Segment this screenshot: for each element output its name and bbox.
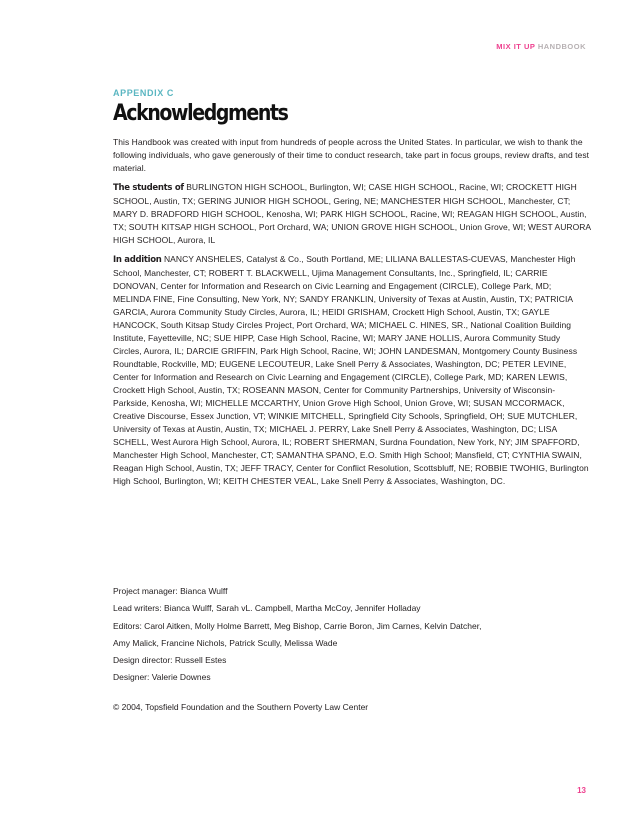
running-header-handbook: HANDBOOK — [537, 42, 586, 51]
credits-block — [113, 585, 591, 689]
credit-editors-continued: Amy Malick, Francine Nichols, Patrick Scully, Melissa Wade — [113, 637, 338, 648]
intro-paragraph: This Handbook was created with input from hundreds of people across the United States. In particular, we wish to thank the following individuals, who gave generously of their time to conduct research, take part in focus groups, review drafts, and test material. — [113, 137, 590, 173]
main-content — [113, 88, 591, 494]
students-lead: The students of — [113, 183, 184, 193]
addition-paragraph — [113, 253, 591, 488]
appendix-label: APPENDIX C — [113, 88, 175, 98]
credit-designer: Designer: Valerie Downes — [113, 672, 211, 683]
addition-lead: In addition — [113, 255, 162, 265]
credit-lead-writers: Lead writers: Bianca Wulff, Sarah vL. Campbell, Martha McCoy, Jennifer Holladay — [113, 603, 421, 614]
running-header-mix: MIX IT UP — [496, 42, 536, 51]
page-number: 13 — [577, 786, 586, 795]
students-text: BURLINGTON HIGH SCHOOL, Burlington, WI; CASE HIGH SCHOOL, Racine, WI; CROCKETT HIGH SCHOOL, Austin, TX; GERING JUNIOR HIGH SCHOOL, Gering, NE; MANCHESTER HIGH SCHOOL, Manchester, CT; MARY D. BRADFORD HIGH SCHOOL, Kenosha, WI; PARK HIGH SCHOOL, Racine, WI; REAGAN HIGH SCHOOL, Austin, TX; SOUTH KITSAP HIGH SCHOOL, Port Orchard, WA; UNION GROVE HIGH SCHOOL, Union Grove, WI; WEST AURORA HIGH SCHOOL, Aurora, IL — [113, 182, 591, 245]
students-paragraph — [113, 181, 591, 247]
credit-editors: Editors: Carol Aitken, Molly Holme Barrett, Meg Bishop, Carrie Boron, Jim Carnes, Kelvin Datcher, — [113, 620, 482, 631]
running-header — [496, 42, 586, 51]
addition-text: NANCY ANSHELES, Catalyst & Co., South Portland, ME; LILIANA BALLESTAS-CUEVAS, Manchester High School, Manchester, CT; ROBERT T. BLACKWELL, Ujima Management Consultants, Inc., Springfield, IL; CARRIE DONOVAN, Center for Information and Research on Civic Learning and Engagement (CIRCLE), College Park, MD; MELINDA FINE, Fine Consulting, New York, NY; SANDY FRANKLIN, University of Texas at Austin, Austin, TX; PATRICIA GARCIA, Aurora Community Study Circles, Aurora, IL; HEIDI GRISHAM, Crockett High School, Austin, TX; GAYLE HANCOCK, South Kitsap Study Circles Project, Port Orchard, WA; MICHAEL C. HINES, SR., National Coalition Building Institute, Fayetteville, NC; SUE HIPP, Case High School, Racine, WI; MARY JANE HOLLIS, Aurora Community Study Circles, Aurora, IL; DARCIE GRIFFIN, Park High School, Racine, WI; JOHN LANDESMAN, Montgomery County Business Roundtable, Rockville, MD; EUGENE LECOUTEUR, Lake Snell Perry & Associates, Washington, DC; PETER LEVINE, Center for Information and Research on Civic Learning and Engagement (CIRCLE), College Park, MD; KAREN LEWIS, Crockett High School, Austin, TX; ROSEANN MASON, Center for Community Partnerships, University of Wisconsin-Parkside, Kenosha, WI; MICHELLE MCCARTHY, Union Grove High School, Union Grove, WI; SUSAN MCCORMACK, Creative Discourse, Essex Junction, VT; WINKIE MITCHELL, Springfield City Schools, Springfield, OH; SUE MUTCHLER, University of Texas at Austin, Austin, TX; MICHAEL J. PERRY, Lake Snell Perry & Associates, Washington, DC; LISA SCHELL, West Aurora High School, Aurora, IL; ROBERT SHERMAN, Surdna Foundation, New York, NY; JIM SPAFFORD, Manchester High School, Manchester, CT; SAMANTHA SPANO, E.O. Smith High School; Mansfield, CT; CYNTHIA SWAIN, Reagan High School, Austin, TX; JEFF TRACY, Center for Conflict Resolution, Scottsbluff, NE; ROBBIE TWOHIG, Burlington High School, Burlington, WI; KEITH CHESTER VEAL, Lake Snell Perry & Associates, Washington, DC. — [113, 254, 589, 486]
credit-design-director: Design director: Russell Estes — [113, 655, 227, 666]
page-title: Acknowledgments — [113, 101, 288, 126]
copyright-notice: © 2004, Topsfield Foundation and the Southern Poverty Law Center — [113, 702, 369, 712]
credit-project-manager: Project manager: Bianca Wulff — [113, 586, 228, 596]
